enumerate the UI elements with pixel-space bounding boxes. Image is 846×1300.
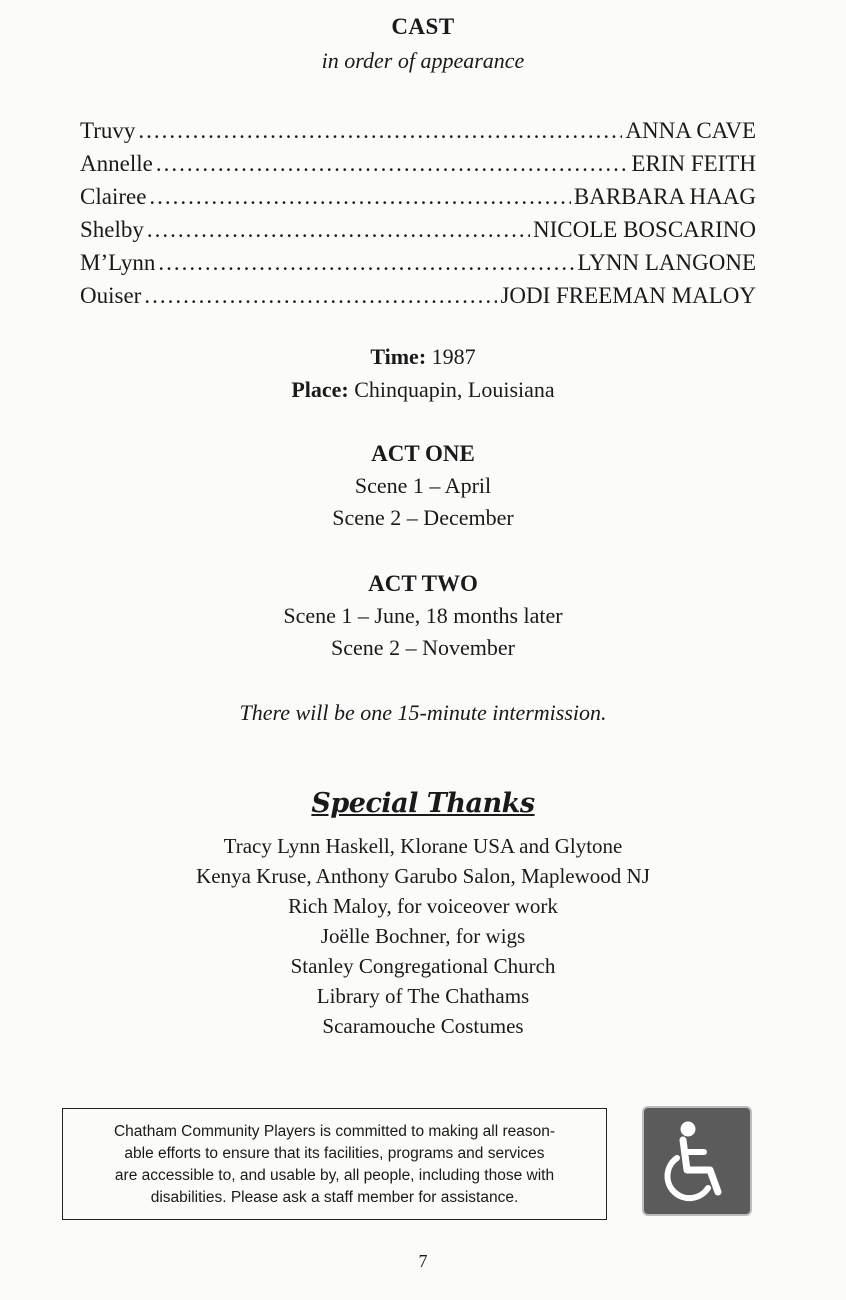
cast-actor: JODI FREEMAN MALOY (500, 283, 756, 308)
act-two (0, 568, 846, 664)
cast-row (80, 180, 756, 213)
act-title: ACT ONE (371, 441, 475, 466)
place-label: Place: (291, 377, 349, 402)
special-thanks-list (0, 831, 846, 1041)
thanks-item: Tracy Lynn Haskell, Klorane USA and Glytone (223, 834, 623, 858)
cast-role: Truvy (80, 118, 136, 143)
thanks-item: Kenya Kruse, Anthony Garubo Salon, Maplewood NJ (196, 864, 650, 888)
time-value: 1987 (431, 344, 476, 369)
notice-line: disabilities. Please ask a staff member for assistance. (150, 1189, 519, 1206)
cast-role: Shelby (80, 217, 144, 242)
cast-row (80, 213, 756, 246)
cast-row (80, 147, 756, 180)
thanks-item: Rich Maloy, for voiceover work (288, 894, 558, 918)
time-label: Time: (370, 344, 427, 369)
dot-leader (156, 147, 629, 180)
scene-line: Scene 2 – November (331, 635, 515, 660)
cast-list (80, 114, 756, 312)
thanks-item: Scaramouche Costumes (322, 1014, 524, 1038)
intermission-note: There will be one 15-minute intermission. (239, 700, 607, 725)
cast-actor: BARBARA HAAG (573, 184, 756, 209)
cast-role: Clairee (80, 184, 147, 209)
page-number: 7 (418, 1251, 428, 1271)
notice-line: Chatham Community Players is committed to making all reason- (113, 1123, 556, 1140)
special-thanks-title: Special Thanks (311, 788, 535, 819)
cast-row (80, 279, 756, 312)
dot-leader (149, 180, 570, 213)
cast-actor: ERIN FEITH (631, 151, 756, 176)
wheelchair-icon (642, 1106, 752, 1216)
thanks-item: Joëlle Bochner, for wigs (320, 924, 526, 948)
time-line (0, 340, 846, 373)
dot-leader (144, 279, 497, 312)
notice-line: able efforts to ensure that its facilities, programs and services (124, 1145, 545, 1162)
cast-row (80, 114, 756, 147)
scene-line: Scene 1 – April (354, 473, 492, 498)
cast-role: Annelle (80, 151, 153, 176)
cast-title: CAST (391, 14, 455, 39)
cast-actor: ANNA CAVE (625, 118, 756, 143)
cast-role: M’Lynn (80, 250, 156, 275)
cast-actor: NICOLE BOSCARINO (533, 217, 756, 242)
place-line (0, 373, 846, 406)
notice-line: are accessible to, and usable by, all people, including those with (114, 1167, 555, 1184)
thanks-item: Stanley Congregational Church (290, 954, 556, 978)
scene-line: Scene 1 – June, 18 months later (283, 603, 563, 628)
thanks-item: Library of The Chathams (316, 984, 530, 1008)
cast-actor: LYNN LANGONE (577, 250, 756, 275)
dot-leader (138, 114, 622, 147)
scene-line: Scene 2 – December (332, 505, 514, 530)
dot-leader (147, 213, 530, 246)
act-one (0, 438, 846, 534)
cast-row (80, 246, 756, 279)
accessibility-notice (62, 1108, 607, 1220)
cast-subtitle: in order of appearance (321, 48, 525, 73)
dot-leader (158, 246, 574, 279)
act-title: ACT TWO (368, 571, 478, 596)
cast-role: Ouiser (80, 283, 142, 308)
place-value: Chinquapin, Louisiana (354, 377, 555, 402)
setting-block (0, 340, 846, 406)
